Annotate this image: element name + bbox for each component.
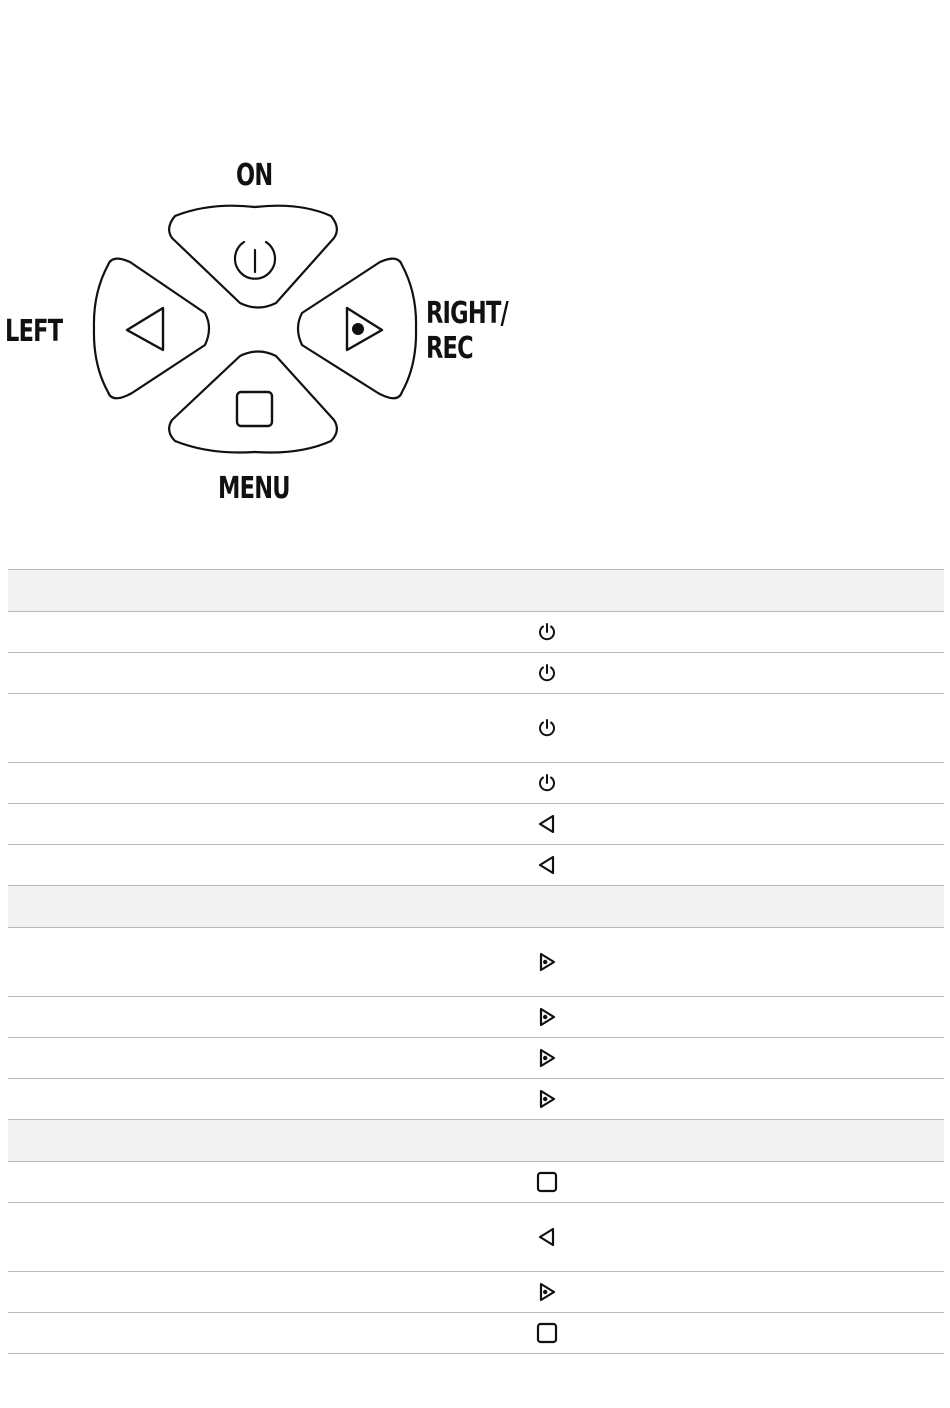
table-row — [8, 653, 944, 694]
action-cell — [8, 694, 475, 763]
action-cell — [8, 612, 475, 653]
menu-button — [169, 352, 337, 453]
button-cell — [475, 1162, 944, 1203]
button-cell — [475, 886, 944, 928]
button-cell — [475, 570, 944, 612]
table-row — [8, 1038, 944, 1079]
action-cell — [8, 845, 475, 886]
table-row — [8, 845, 944, 886]
button-cell — [475, 1272, 944, 1313]
table-row — [8, 1313, 944, 1354]
table-row — [8, 612, 944, 653]
action-cell — [8, 1162, 475, 1203]
button-cell — [475, 1079, 944, 1120]
table-row — [8, 1079, 944, 1120]
record-arrow-icon — [536, 1281, 558, 1303]
action-cell — [8, 1038, 475, 1079]
table-row — [8, 997, 944, 1038]
table-row — [8, 1162, 944, 1203]
record-arrow-icon — [536, 951, 558, 973]
button-cell — [475, 1120, 944, 1162]
button-cell — [475, 612, 944, 653]
on-label: ON — [236, 157, 273, 193]
action-cell — [8, 997, 475, 1038]
button-cell — [475, 653, 944, 694]
table-section-header — [8, 886, 944, 928]
table-row — [8, 694, 944, 763]
table-body — [8, 570, 944, 1354]
button-cell — [475, 1203, 944, 1272]
power-icon — [536, 662, 558, 684]
table-section-header — [8, 570, 944, 612]
on-button — [169, 206, 337, 308]
left-arrow-icon — [536, 1226, 558, 1248]
button-cell — [475, 928, 944, 997]
action-cell — [8, 763, 475, 804]
power-icon — [536, 772, 558, 794]
button-cell — [475, 763, 944, 804]
button-cell — [475, 804, 944, 845]
button-cell — [475, 1038, 944, 1079]
table-row — [8, 1272, 944, 1313]
action-cell — [8, 1120, 475, 1162]
menu-label: MENU — [218, 470, 290, 506]
menu-square-icon — [536, 1322, 558, 1344]
action-cell — [8, 886, 475, 928]
action-cell — [8, 1313, 475, 1354]
right-rec-label-line1: RIGHT/ — [426, 295, 509, 331]
button-function-table — [8, 569, 944, 1354]
action-cell — [8, 653, 475, 694]
left-arrow-icon — [536, 854, 558, 876]
button-cell — [475, 694, 944, 763]
power-icon — [536, 621, 558, 643]
table-row — [8, 1203, 944, 1272]
record-arrow-icon — [536, 1006, 558, 1028]
table-row — [8, 928, 944, 997]
table-row — [8, 763, 944, 804]
left-arrow-icon — [536, 813, 558, 835]
action-cell — [8, 804, 475, 845]
action-cell — [8, 1079, 475, 1120]
menu-square-icon — [536, 1171, 558, 1193]
button-cell — [475, 845, 944, 886]
action-cell — [8, 570, 475, 612]
button-cell — [475, 1313, 944, 1354]
record-arrow-icon — [536, 1088, 558, 1110]
action-cell — [8, 1272, 475, 1313]
button-layout-diagram — [0, 150, 520, 510]
action-cell — [8, 1203, 475, 1272]
action-cell — [8, 928, 475, 997]
left-label: LEFT — [5, 313, 63, 349]
dpad-svg — [0, 150, 520, 510]
table-section-header — [8, 1120, 944, 1162]
right-rec-label-line2: REC — [426, 330, 473, 366]
left-button — [94, 259, 209, 399]
table-row — [8, 804, 944, 845]
power-icon — [536, 717, 558, 739]
record-arrow-icon — [536, 1047, 558, 1069]
button-cell — [475, 997, 944, 1038]
